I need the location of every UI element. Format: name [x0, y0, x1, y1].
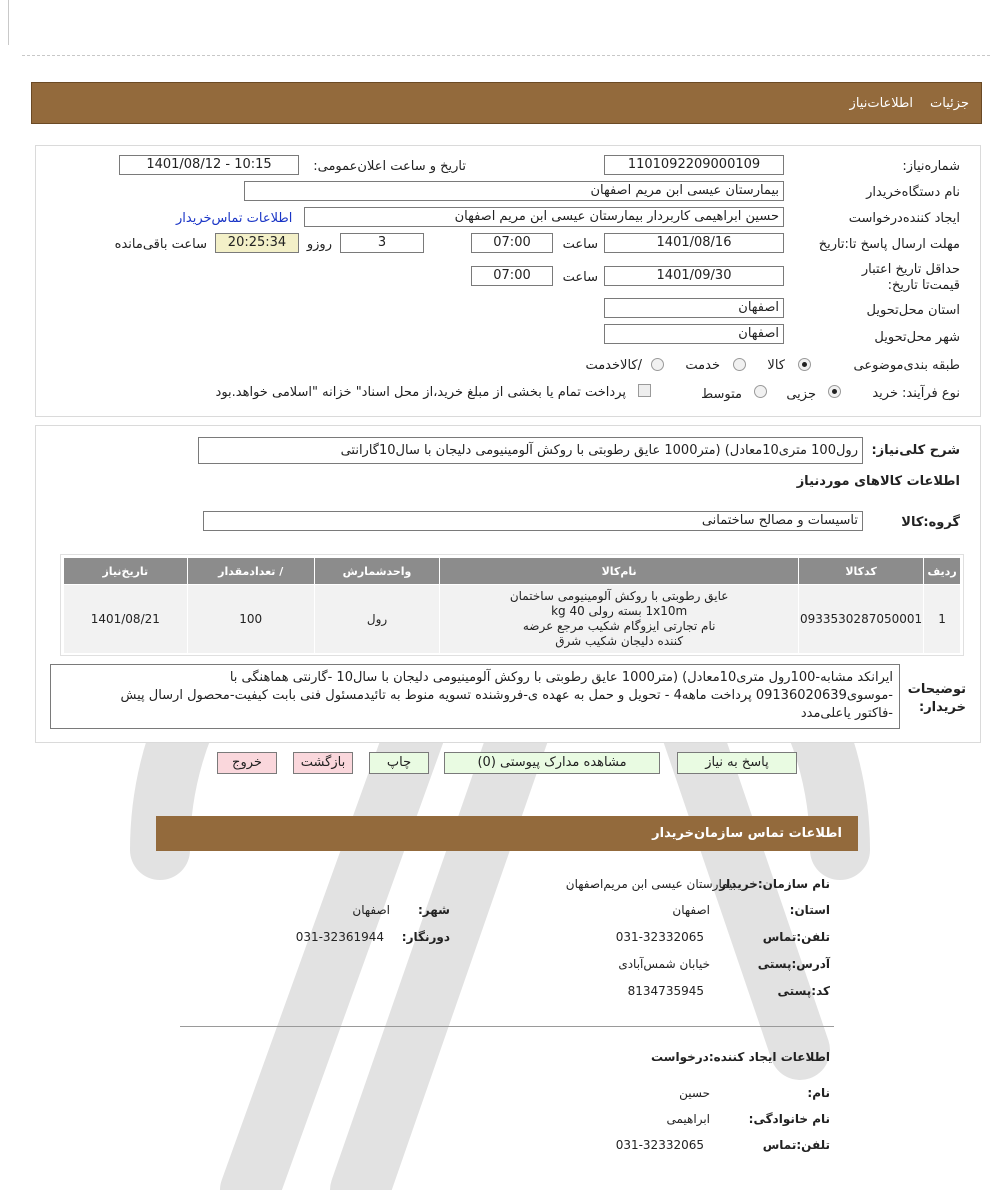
contact-address-value: خیابان شمس‌آبادی: [618, 957, 710, 971]
province-field: اصفهان: [604, 298, 784, 318]
contact-address-label: آدرس:پستی: [757, 957, 830, 971]
print-button[interactable]: چاپ: [369, 752, 429, 774]
contact-fax-label: دورنگار:: [401, 930, 450, 944]
top-divider: [22, 55, 990, 56]
treasury-payment-note: پرداخت تمام یا بخشی از مبلغ خرید،از محل اسناد" خزانه "اسلامی خواهد.بود: [215, 385, 626, 400]
cell-unit: رول: [314, 585, 440, 654]
back-button[interactable]: بازگشت: [293, 752, 353, 774]
category-service-radio[interactable]: [733, 358, 746, 371]
process-partial-radio[interactable]: [828, 385, 841, 398]
category-both-label: /کالاخدمت: [585, 358, 642, 373]
contact-postal-label: کد:پستی: [777, 984, 830, 998]
left-rule: [8, 0, 9, 45]
req-family-label: نام خانوادگی:: [748, 1112, 830, 1126]
days-field: 3: [340, 233, 424, 253]
buyer-org-label: نام دستگاه‌خریدار: [866, 185, 960, 200]
category-goods-label: کالا: [767, 358, 785, 373]
contact-city-value: اصفهان: [352, 903, 390, 917]
category-label: طبقه بندی‌موضوعی: [853, 358, 960, 373]
deadline-label: مهلت ارسال پاسخ تا:تاریخ: [818, 237, 960, 252]
validity-time-field: 07:00: [471, 266, 553, 286]
contact-divider: [180, 1026, 834, 1027]
col-code: کدکالا: [798, 558, 923, 585]
validity-label: حداقل تاریخ اعتبار قیمت‌تا تاریخ:: [861, 262, 960, 293]
exit-button[interactable]: خروج: [217, 752, 277, 774]
category-service-label: خدمت: [685, 358, 720, 373]
cell-date: 1401/08/21: [64, 585, 188, 654]
cell-row: 1: [924, 585, 961, 654]
need-number-label: شماره‌نیاز:: [902, 159, 960, 174]
deadline-time-field: 07:00: [471, 233, 553, 253]
contact-phone-label: تلفن:تماس: [762, 930, 830, 944]
cell-name-line3: نام تجارتی ایزوگام شکیب مرجع عرضه: [522, 619, 716, 633]
contact-province-label: استان:: [789, 903, 830, 917]
req-family-value: ابراهیمی: [666, 1112, 710, 1126]
cell-code: 0933530287050001: [798, 585, 923, 654]
req-phone-label: تلفن:تماس: [762, 1138, 830, 1152]
remaining-time-field: 20:25:34: [215, 233, 299, 253]
process-buy-label: خرید: [872, 386, 898, 401]
summary-title: شرح کلی‌نیاز:: [871, 443, 960, 458]
requester-info-title: اطلاعات ایجاد کننده:درخواست: [650, 1050, 830, 1064]
cell-name-line1: عایق رطوبتی با روکش آلومینیومی ساختمان: [509, 589, 729, 603]
city-label: شهر محل‌تحویل: [874, 330, 960, 345]
buyer-notes-line3: -فاکتور یاعلی‌مدد: [800, 706, 893, 721]
requester-field: حسین ابراهیمی کاربردار بیمارستان عیسی ابن مریم اصفهان: [304, 207, 784, 227]
col-unit: واحدشمارش: [314, 558, 440, 585]
org-name-label: نام سازمان:خریدار: [719, 877, 830, 891]
contact-city-label: شهر:: [418, 903, 450, 917]
page-header: [31, 82, 982, 124]
contact-info-link[interactable]: اطلاعات تماس‌خریدار: [176, 211, 293, 226]
tab-details[interactable]: جزئیات: [930, 96, 969, 111]
process-partial-label: جزیی: [786, 387, 816, 402]
contact-fax-value: 031-32361944: [295, 930, 384, 944]
category-goods-radio[interactable]: [798, 358, 811, 371]
city-field: اصفهان: [604, 324, 784, 344]
cell-name-line4: کننده دلیجان شکیب شرق: [555, 634, 684, 648]
group-field: تاسیسات و مصالح ساختمانی: [203, 511, 863, 531]
buyer-notes-label: توضیحات خریدار:: [907, 682, 966, 715]
buyer-org-field: بیمارستان عیسی ابن مریم اصفهان: [244, 181, 784, 201]
buyer-notes-line2: -موسوی09136020639 پرداخت ماهه4 - تحویل و حمل به عهده ی-فروشنده تسویه منوط به تائیدمسئول فنی بابت کیفیت-محصول ارسال پیش: [120, 688, 893, 703]
cell-qty: 100: [187, 585, 314, 654]
req-name-value: حسین: [679, 1086, 710, 1100]
buyer-notes-line1: ایرانکد مشابه-100رول متری10معادل) (متر1000 عایق رطوبتی با روکش آلومینیومی دلیجان با سال10 -گارنتی هماهنگی با: [229, 670, 893, 685]
group-label: گروه:کالا: [901, 515, 960, 530]
col-row: ردیف: [924, 558, 961, 585]
contact-phone-value: 031-32332065: [615, 930, 704, 944]
days-label: روزو: [306, 237, 332, 252]
treasury-payment-checkbox[interactable]: [638, 384, 651, 397]
col-name: نام‌کالا: [440, 558, 799, 585]
contact-section-header: [156, 816, 858, 851]
contact-province-value: اصفهان: [672, 903, 710, 917]
remaining-label: ساعت باقی‌مانده: [114, 237, 207, 252]
goods-info-title: اطلاعات کالاهای موردنیاز: [796, 474, 960, 489]
org-name-value: بیمارستان عیسی ابن مریم‌اصفهان: [565, 877, 736, 891]
contact-section-title: اطلاعات تماس سازمان‌خریدار: [652, 826, 842, 841]
process-type-label: نوع فرآیند:: [902, 386, 960, 401]
req-name-label: نام:: [807, 1086, 830, 1100]
validity-time-label: ساعت: [562, 270, 598, 285]
tab-need-info[interactable]: اطلاعات‌نیاز: [849, 96, 913, 111]
buyer-notes-box: [50, 664, 900, 729]
reply-button[interactable]: پاسخ به نیاز: [677, 752, 797, 774]
category-both-radio[interactable]: [651, 358, 664, 371]
announce-field: 1401/08/12 - 10:15: [119, 155, 299, 175]
process-medium-label: متوسط: [701, 387, 742, 402]
cell-name: [440, 585, 799, 654]
summary-field: رول100 متری10معادل) (متر1000 عایق رطوبتی با روکش آلومینیومی دلیجان با سال10گارانتی: [198, 437, 863, 464]
validity-date-field: 1401/09/30: [604, 266, 784, 286]
need-number-field: 1101092209000109: [604, 155, 784, 175]
contact-postal-value: 8134735945: [627, 984, 704, 998]
req-phone-value: 031-32332065: [615, 1138, 704, 1152]
col-qty: / تعدادمقدار: [187, 558, 314, 585]
cell-name-line2: 1x10m بسته رولی kg 40: [551, 604, 688, 618]
process-medium-radio[interactable]: [754, 385, 767, 398]
announce-label: تاریخ و ساعت اعلان‌عمومی:: [313, 159, 466, 174]
items-table: [63, 557, 961, 654]
table-row: [64, 585, 961, 654]
requester-label: ایجاد کننده‌درخواست: [848, 211, 960, 226]
province-label: استان محل‌تحویل: [866, 303, 960, 318]
attachments-button[interactable]: مشاهده مدارک پیوستی (0): [444, 752, 660, 774]
deadline-date-field: 1401/08/16: [604, 233, 784, 253]
col-date: تاریخ‌نیاز: [64, 558, 188, 585]
deadline-time-label: ساعت: [562, 237, 598, 252]
